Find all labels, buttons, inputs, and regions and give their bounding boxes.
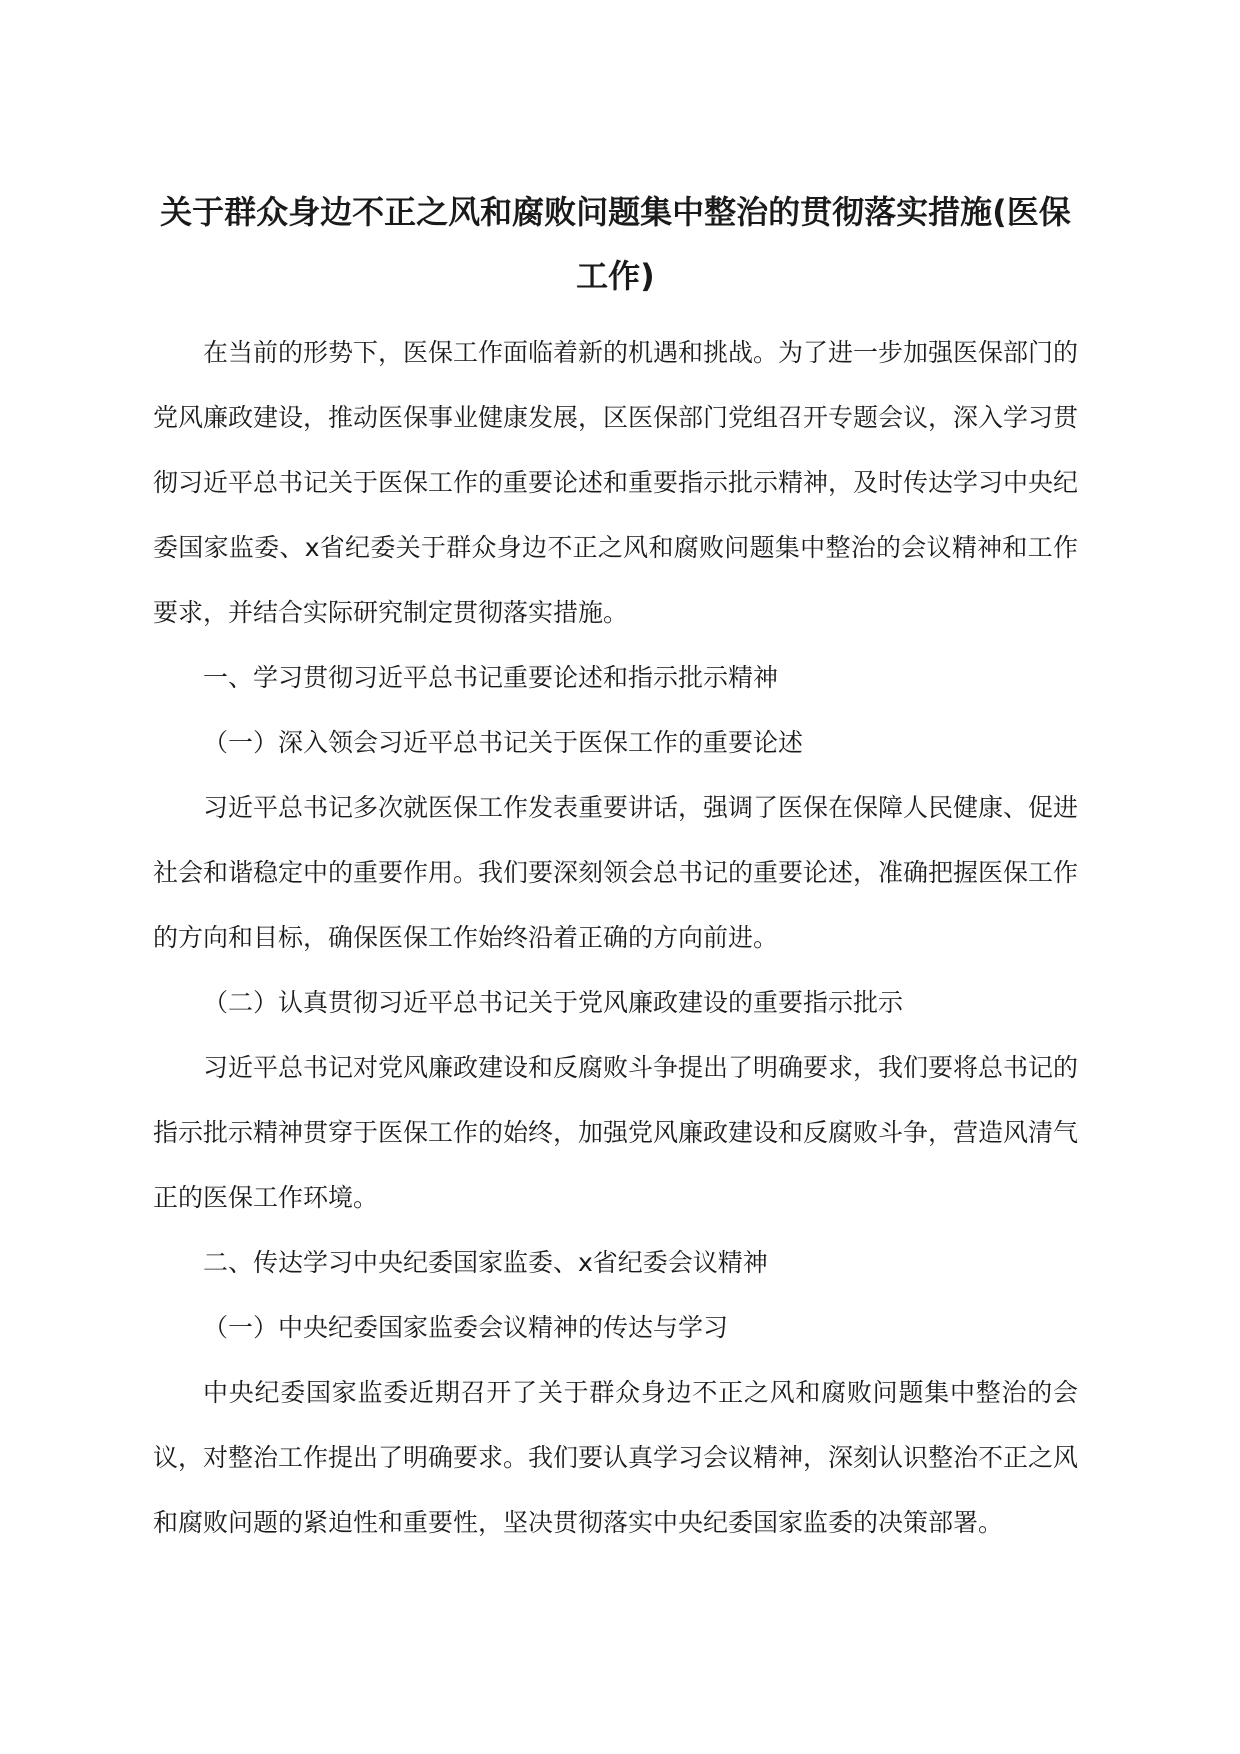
paragraph-1-2: 习近平总书记对党风廉政建设和反腐败斗争提出了明确要求，我们要将总书记的指示批示精神贯穿于医保工作的始终，加强党风廉政建设和反腐败斗争，营造风清气正的医保工作环境。 xyxy=(153,1053,1079,1212)
document-title: 关于群众身边不正之风和腐败问题集中整治的贯彻落实措施(医保工作) xyxy=(160,193,1071,295)
subsection-heading-1-1: （一）深入领会习近平总书记关于医保工作的重要论述 xyxy=(203,728,804,757)
subsection-heading-1-2: （二）认真贯彻习近平总书记关于党风廉政建设的重要指示批示 xyxy=(203,988,904,1017)
paragraph-2-1: 中央纪委国家监委近期召开了关于群众身边不正之风和腐败问题集中整治的会议，对整治工作提出了明确要求。我们要认真学习会议精神，深刻认识整治不正之风和腐败问题的紧迫性和重要性，坚决贯彻落实中央纪委国家监委的决策部署。 xyxy=(153,1378,1079,1537)
subsection-heading-2-1: （一）中央纪委国家监委会议精神的传达与学习 xyxy=(203,1313,729,1342)
document-body xyxy=(153,320,1078,1555)
section-heading-2: 二、传达学习中央纪委国家监委、x省纪委会议精神 xyxy=(203,1248,768,1277)
paragraph-1-1: 习近平总书记多次就医保工作发表重要讲话，强调了医保在保障人民健康、促进社会和谐稳定中的重要作用。我们要深刻领会总书记的重要论述，准确把握医保工作的方向和目标，确保医保工作始终沿着正确的方向前进。 xyxy=(153,793,1079,952)
section-heading-1: 一、学习贯彻习近平总书记重要论述和指示批示精神 xyxy=(203,663,779,692)
paragraph-intro: 在当前的形势下，医保工作面临着新的机遇和挑战。为了进一步加强医保部门的党风廉政建设，推动医保事业健康发展，区医保部门党组召开专题会议，深入学习贯彻习近平总书记关于医保工作的重要论述和重要指示批示精神，及时传达学习中央纪委国家监委、x省纪委关于群众身边不正之风和腐败问题集中整治的会议精神和工作要求，并结合实际研究制定贯彻落实措施。 xyxy=(153,338,1079,627)
document-page xyxy=(153,180,1078,1555)
